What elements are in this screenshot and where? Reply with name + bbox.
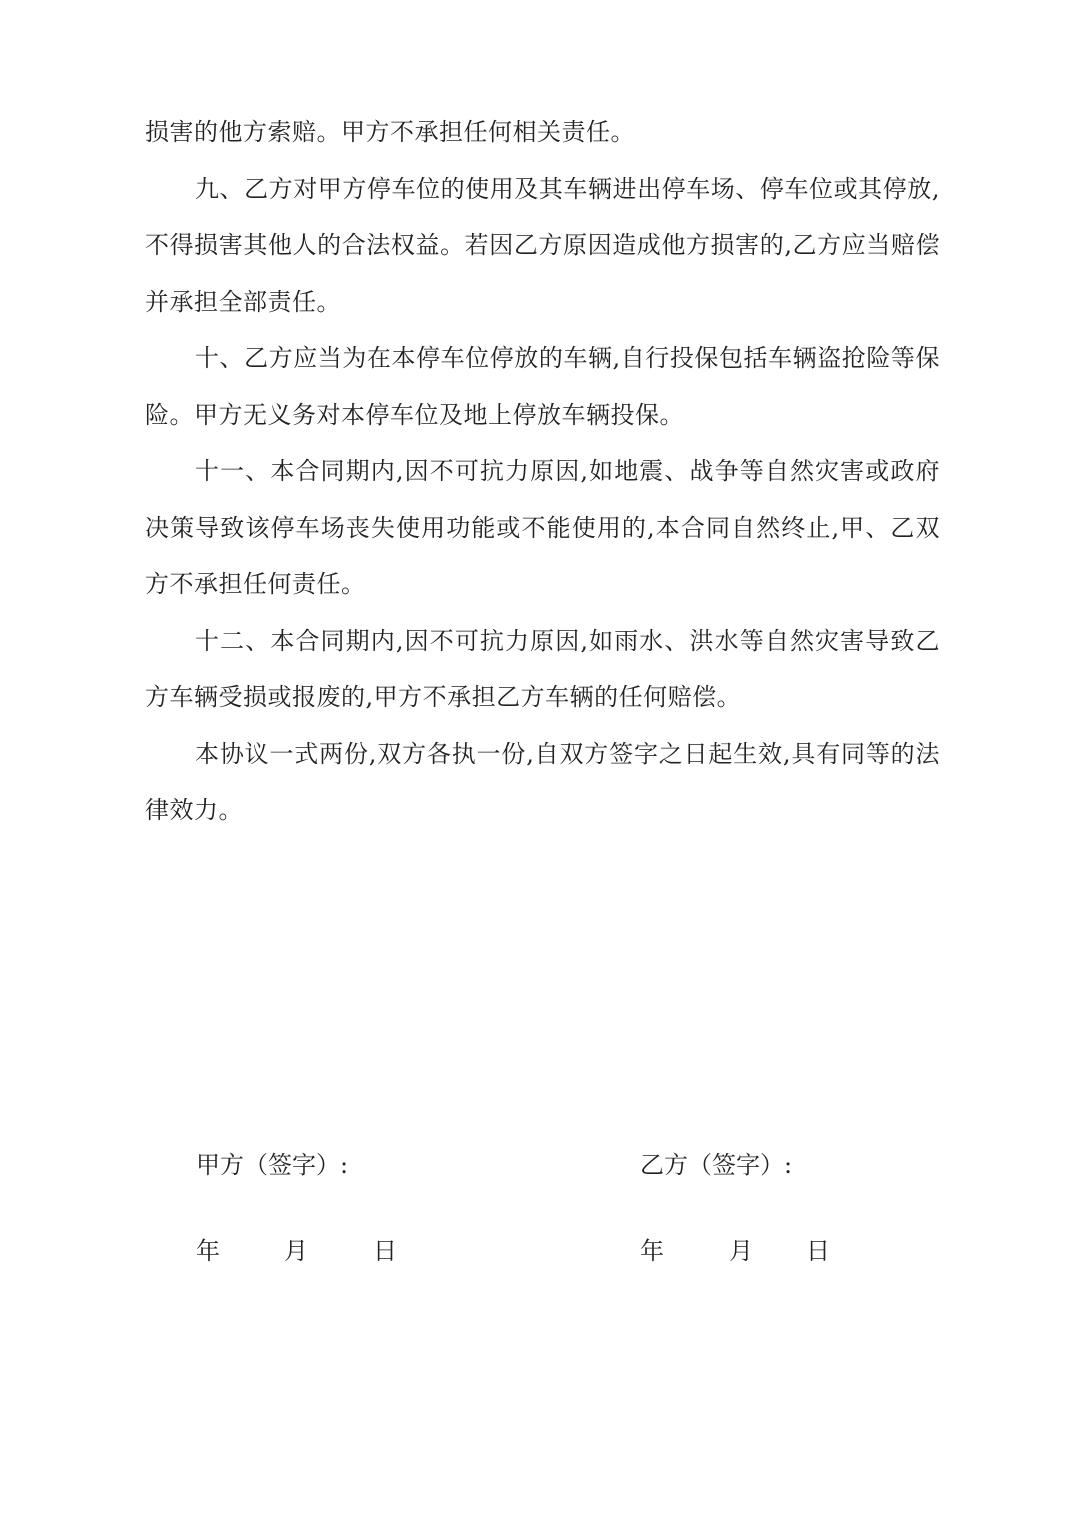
party-b-signature-label: 乙方（签字）: — [640, 1151, 793, 1179]
party-b-year-label: 年 — [640, 1237, 664, 1265]
party-b-day-label: 日 — [806, 1237, 830, 1265]
party-b-month-label: 月 — [729, 1237, 753, 1265]
contract-body — [145, 104, 940, 839]
paragraph-clause-10: 十、乙方应当为在本停车位停放的车辆,自行投保包括车辆盗抢险等保险。甲方无义务对本停车位及地上停放车辆投保。 — [145, 344, 940, 429]
party-a-year-label: 年 — [196, 1237, 220, 1265]
paragraph-clause-9: 九、乙方对甲方停车位的使用及其车辆进出停车场、停车位或其停放,不得损害其他人的合法权益。若因乙方原因造成他方损害的,乙方应当赔偿并承担全部责任。 — [145, 174, 940, 316]
paragraph-closing: 本协议一式两份,双方各执一份,自双方签字之日起生效,具有同等的法律效力。 — [145, 739, 940, 824]
party-a-month-label: 月 — [284, 1237, 308, 1265]
party-a-signature-label: 甲方（签字）: — [196, 1151, 349, 1179]
paragraph-clause-11: 十一、本合同期内,因不可抗力原因,如地震、战争等自然灾害或政府决策导致该停车场丧失使用功能或不能使用的,本合同自然终止,甲、乙双方不承担任何责任。 — [145, 457, 940, 598]
paragraph-clause-12: 十二、本合同期内,因不可抗力原因,如雨水、洪水等自然灾害导致乙方车辆受损或报废的,甲方不承担乙方车辆的任何赔偿。 — [145, 626, 940, 711]
paragraph-continuation: 损害的他方索赔。甲方不承担任何相关责任。 — [145, 118, 635, 146]
party-a-day-label: 日 — [373, 1237, 397, 1265]
